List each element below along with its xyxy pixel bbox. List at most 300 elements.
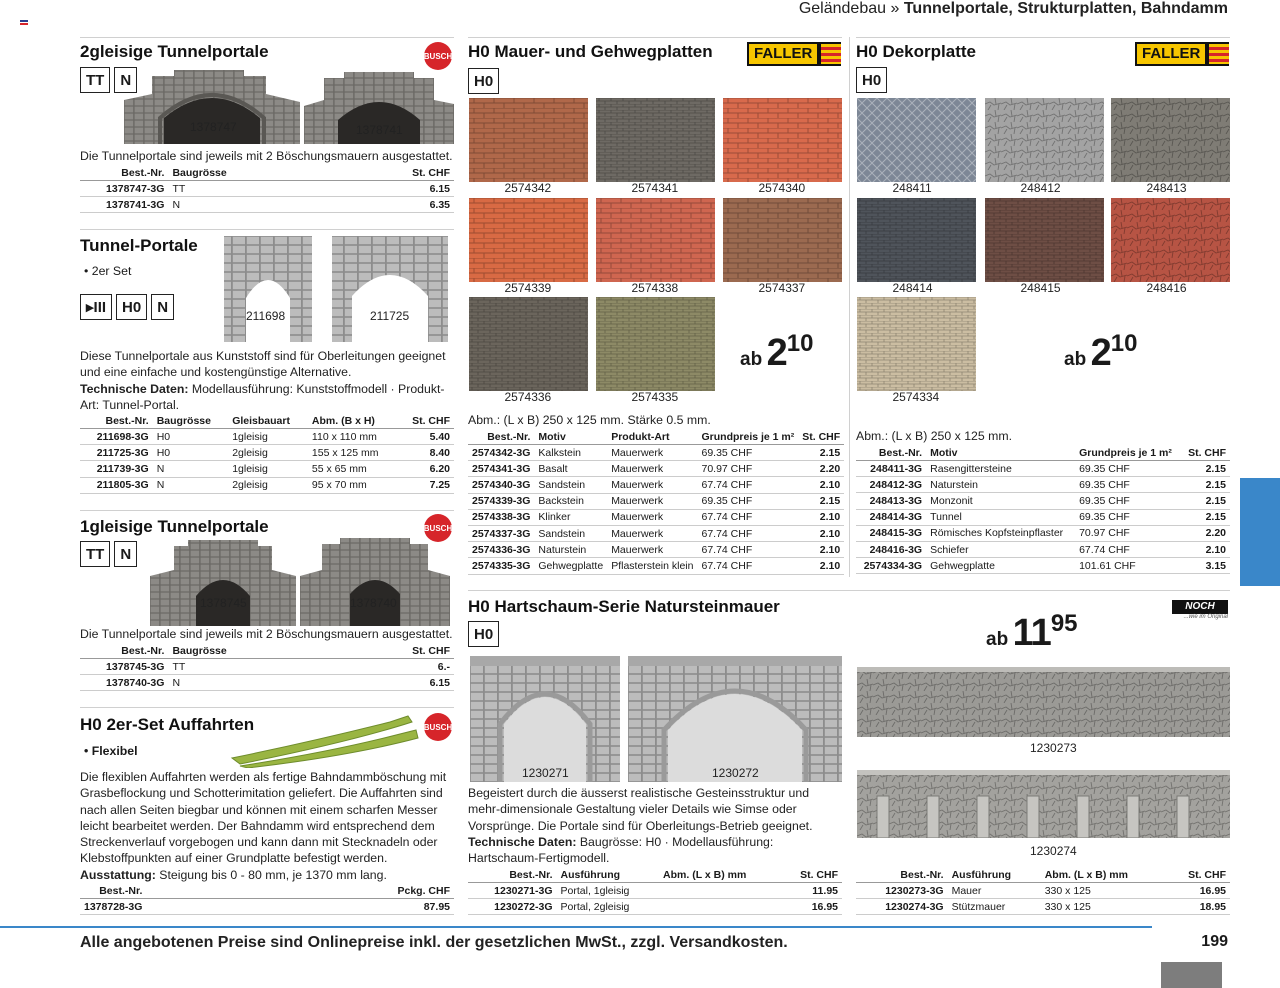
language-flag-icon[interactable] — [20, 20, 28, 27]
table-cell: Pflasterstein klein — [607, 558, 697, 574]
table-row[interactable] — [856, 509, 1230, 525]
table-cell — [659, 899, 781, 915]
noch-logo-text: NOCH — [1172, 600, 1228, 614]
faller-logo-text: FALLER — [1137, 44, 1205, 64]
cell-sku: 1378745-3G — [80, 659, 168, 675]
image-code: 2574338 — [631, 281, 679, 295]
table-cell: Tunnel — [926, 509, 1075, 525]
table-cell: 2.20 — [798, 461, 844, 477]
table-cell: 1230273-3G — [856, 883, 948, 899]
texture-pattern — [469, 98, 588, 182]
image-code: 1230274 — [1030, 844, 1077, 858]
image-code: 2574335 — [631, 390, 679, 404]
busch-logo: BUSCH — [424, 42, 452, 70]
table-row[interactable] — [856, 461, 1230, 477]
noch-logo-sub: ...wie im Original — [1183, 614, 1228, 620]
col-header: St. CHF — [798, 430, 844, 445]
table-cell: Sandstein — [534, 525, 607, 541]
texture-tile-248412[interactable] — [985, 98, 1104, 182]
section-title-dekor: H0 Dekorplatte — [856, 42, 976, 61]
section-description — [80, 769, 454, 883]
cell-scale: N — [168, 197, 392, 213]
tunnel-portal-image-1378745[interactable] — [150, 536, 296, 626]
col-header: Best.-Nr. — [80, 166, 168, 181]
section-title-auffahrten: H0 2er-Set Auffahrten — [80, 715, 255, 734]
scale-badge-tt: TT — [80, 541, 110, 567]
texture-tile-2574335[interactable] — [596, 297, 715, 391]
table-cell: 2gleisig — [228, 445, 308, 461]
texture-tile-248416[interactable] — [1111, 198, 1230, 282]
bullet-item: • 2er Set — [84, 264, 132, 278]
image-code: 1230272 — [712, 766, 759, 780]
price-table-mauer — [468, 430, 844, 575]
image-code: 1230273 — [1030, 741, 1077, 755]
foam-portal-image-1230272[interactable] — [628, 656, 842, 782]
texture-tile-2574334[interactable] — [857, 297, 976, 391]
texture-pattern — [596, 297, 715, 391]
table-cell: 2.20 — [1181, 525, 1230, 541]
price-main: 2 — [766, 332, 787, 374]
table-cell: 2.15 — [1181, 477, 1230, 493]
cell-price: 6.35 — [393, 197, 454, 213]
col-header: Produkt-Art — [607, 430, 697, 445]
chapter-tab[interactable] — [1240, 478, 1280, 586]
scale-badge-h0: H0 — [468, 68, 499, 94]
price-from — [1064, 330, 1137, 375]
table-cell: 67.74 CHF — [697, 558, 798, 574]
table-cell: 110 x 110 mm — [308, 429, 398, 445]
table-row[interactable] — [856, 477, 1230, 493]
tech-label: Technische Daten: — [80, 381, 189, 396]
table-cell: 330 x 125 — [1041, 899, 1167, 915]
tunnel-portal-image-211698[interactable] — [218, 236, 318, 342]
col-header: Abm. (L x B) mm — [659, 868, 781, 883]
scale-badge-n: N — [151, 294, 174, 320]
scale-badge-n: N — [114, 67, 137, 93]
table-row[interactable] — [468, 461, 844, 477]
breadcrumb — [799, 0, 1228, 18]
col-header: St. CHF — [1167, 868, 1230, 883]
table-cell: 2574335-3G — [468, 558, 534, 574]
faller-stripes — [821, 44, 841, 64]
table-cell: 95 x 70 mm — [308, 477, 398, 493]
table-row[interactable] — [80, 675, 454, 691]
table-row[interactable] — [80, 181, 454, 197]
table-cell: Gehwegplatte — [534, 558, 607, 574]
table-cell: 69.35 CHF — [697, 445, 798, 461]
table-cell: 67.74 CHF — [697, 525, 798, 541]
col-header: St. CHF — [398, 414, 454, 429]
page-number: 199 — [1201, 933, 1228, 950]
cell-scale: N — [168, 675, 392, 691]
table-row[interactable] — [80, 429, 454, 445]
table-row[interactable] — [856, 493, 1230, 509]
scale-badges — [80, 541, 137, 567]
equip-label: Ausstattung: — [80, 867, 156, 882]
table-cell: 3.15 — [1181, 558, 1230, 574]
col-header: Pckg. CHF — [146, 884, 454, 899]
table-row[interactable] — [856, 541, 1230, 557]
image-code: 1378747 — [190, 120, 237, 134]
col-header: Abm. (L x B) mm — [1041, 868, 1167, 883]
table-cell: 155 x 125 mm — [308, 445, 398, 461]
table-cell: 67.74 CHF — [697, 477, 798, 493]
table-cell: 2574340-3G — [468, 477, 534, 493]
col-header: Gleisbauart — [228, 414, 308, 429]
texture-pattern — [1111, 198, 1230, 282]
scale-badge-h0: H0 — [856, 67, 887, 93]
price-cents: 10 — [1110, 330, 1138, 357]
col-header: Best.-Nr. — [80, 414, 153, 429]
faller-logo — [1135, 42, 1229, 66]
table-cell: 2.10 — [798, 558, 844, 574]
scale-badge-tt: TT — [80, 67, 110, 93]
table-cell: Römisches Kopfsteinpflaster — [926, 525, 1075, 541]
table-cell: 2574341-3G — [468, 461, 534, 477]
table-cell: Gehwegplatte — [926, 558, 1075, 574]
table-cell: 2.10 — [798, 477, 844, 493]
tunnel-portal-image-1378740[interactable] — [300, 536, 450, 626]
col-header: Baugrösse — [153, 414, 229, 429]
foam-wall-image-1230273[interactable] — [857, 667, 1230, 737]
image-code: 2574339 — [504, 281, 552, 295]
texture-tile-248414[interactable] — [857, 198, 976, 282]
table-cell: Mauerwerk — [607, 509, 697, 525]
image-code: 211725 — [370, 309, 410, 323]
texture-tile-2574342[interactable] — [469, 98, 588, 182]
image-code: 248412 — [1020, 181, 1061, 195]
table-row[interactable] — [856, 558, 1230, 574]
table-cell: Rasengittersteine — [926, 461, 1075, 477]
price-cents: 95 — [1050, 610, 1078, 637]
table-cell: 2574337-3G — [468, 525, 534, 541]
section-title-tunnel-portale: Tunnel-Portale — [80, 236, 198, 255]
section-title-mauer: H0 Mauer- und Gehwegplatten — [468, 42, 713, 61]
table-cell: 248414-3G — [856, 509, 926, 525]
price-main: 2 — [1090, 332, 1111, 374]
image-code: 1230271 — [522, 766, 569, 780]
image-code: 1378740 — [350, 596, 397, 610]
table-row[interactable] — [80, 197, 454, 213]
table-cell: 2.15 — [798, 493, 844, 509]
scale-badges — [856, 67, 887, 93]
table-cell: H0 — [153, 445, 229, 461]
price-prefix: ab — [986, 629, 1009, 650]
table-cell: Mauerwerk — [607, 542, 697, 558]
table-row[interactable] — [80, 899, 454, 915]
table-cell: 67.74 CHF — [697, 542, 798, 558]
divider — [80, 510, 454, 511]
table-cell: Klinker — [534, 509, 607, 525]
col-header: Abm. (B x H) — [308, 414, 398, 429]
col-header: Ausführung — [557, 868, 660, 883]
table-cell: N — [153, 477, 229, 493]
scale-badge-h0: H0 — [468, 621, 499, 647]
table-cell: 2.10 — [1181, 541, 1230, 557]
section-title-1gleisig: 1gleisige Tunnelportale — [80, 517, 269, 536]
table-cell: 70.97 CHF — [697, 461, 798, 477]
price-table-1gleisig — [80, 644, 454, 691]
table-row[interactable] — [468, 883, 842, 899]
cell-sku: 1378747-3G — [80, 181, 168, 197]
table-cell: 211725-3G — [80, 445, 153, 461]
table-cell: 2.15 — [1181, 509, 1230, 525]
table-cell: Naturstein — [534, 542, 607, 558]
texture-tile-2574337[interactable] — [723, 198, 842, 282]
table-cell: 2574334-3G — [856, 558, 926, 574]
column-divider — [849, 37, 850, 577]
bullet-text: 2er Set — [91, 264, 132, 278]
table-cell: 2.15 — [1181, 493, 1230, 509]
texture-tile-2574339[interactable] — [469, 198, 588, 282]
breadcrumb-section[interactable]: Geländebau — [798, 0, 887, 17]
table-cell: Mauerwerk — [607, 493, 697, 509]
divider — [80, 707, 454, 708]
col-header: Best.-Nr. — [468, 868, 557, 883]
col-header: Ausführung — [948, 868, 1041, 883]
faller-logo-text: FALLER — [749, 44, 817, 64]
texture-pattern — [469, 198, 588, 282]
col-header: Motiv — [926, 446, 1075, 461]
tunnel-portal-image-211725[interactable] — [330, 236, 450, 342]
faller-stripes — [1209, 44, 1229, 64]
dimensions-text: Abm.: (L x B) 250 x 125 mm. Stärke 0.5 mm. — [468, 413, 711, 427]
table-cell: 6.20 — [398, 461, 454, 477]
table-cell: 248413-3G — [856, 493, 926, 509]
section-description: Die Tunnelportale sind jeweils mit 2 Böschungsmauern ausgestattet. — [80, 627, 453, 641]
ramp-image[interactable] — [230, 712, 420, 768]
table-cell: 248411-3G — [856, 461, 926, 477]
table-cell: 8.40 — [398, 445, 454, 461]
table-cell: Naturstein — [926, 477, 1075, 493]
image-code: 248416 — [1146, 281, 1187, 295]
table-cell: 2.10 — [798, 509, 844, 525]
image-code: 1378745 — [200, 596, 247, 610]
table-row[interactable] — [80, 445, 454, 461]
table-row[interactable] — [856, 883, 1230, 899]
table-cell: 211805-3G — [80, 477, 153, 493]
table-cell: 2gleisig — [228, 477, 308, 493]
col-header: Best.-Nr. — [468, 430, 534, 445]
texture-pattern — [596, 198, 715, 282]
tech-label: Technische Daten: — [468, 834, 577, 849]
table-cell: 16.95 — [1167, 883, 1230, 899]
texture-pattern — [596, 98, 715, 182]
table-cell: Portal, 1gleisig — [557, 883, 660, 899]
table-cell: 16.95 — [781, 899, 842, 915]
table-cell: 1230271-3G — [468, 883, 557, 899]
table-cell: N — [153, 461, 229, 477]
table-cell: 5.40 — [398, 429, 454, 445]
cell-sku: 1378728-3G — [80, 899, 146, 915]
table-cell: Mauerwerk — [607, 477, 697, 493]
texture-pattern — [469, 297, 588, 391]
table-cell: 67.74 CHF — [1075, 541, 1181, 557]
image-code: 2574336 — [504, 390, 552, 404]
image-code: 248411 — [892, 181, 932, 195]
image-code: 248414 — [892, 281, 933, 295]
table-cell: 69.35 CHF — [1075, 493, 1181, 509]
image-code: 2574340 — [758, 181, 806, 195]
table-cell: 70.97 CHF — [1075, 525, 1181, 541]
texture-tile-248411[interactable] — [857, 98, 976, 182]
divider — [80, 229, 454, 230]
texture-pattern — [723, 98, 842, 182]
col-header: St. CHF — [393, 166, 454, 181]
texture-pattern — [857, 297, 976, 391]
scale-badges — [80, 294, 174, 320]
noch-logo — [1172, 600, 1228, 620]
table-cell: Mauerwerk — [607, 461, 697, 477]
cell-scale: TT — [168, 181, 392, 197]
table-cell: 1230272-3G — [468, 899, 557, 915]
col-header: St. CHF — [781, 868, 842, 883]
table-cell: 67.74 CHF — [697, 509, 798, 525]
table-cell: 248416-3G — [856, 541, 926, 557]
table-row[interactable] — [468, 445, 844, 461]
scale-badge-iii: ▸III — [80, 294, 112, 320]
table-row[interactable] — [468, 558, 844, 574]
foam-portal-image-1230271[interactable] — [470, 656, 620, 782]
table-cell: Monzonit — [926, 493, 1075, 509]
busch-logo: BUSCH — [424, 514, 452, 542]
table-cell: 2574336-3G — [468, 542, 534, 558]
table-cell — [659, 883, 781, 899]
table-cell: 1gleisig — [228, 429, 308, 445]
table-cell: Mauerwerk — [607, 525, 697, 541]
texture-pattern — [857, 198, 976, 282]
tech-text: Baugrösse: H0 · Modellausführung: Hartschaum-Fertigmodell. — [468, 834, 774, 866]
col-header: Baugrösse — [168, 644, 392, 659]
table-row[interactable] — [80, 477, 454, 493]
cell-price: 6.15 — [393, 675, 454, 691]
table-cell: 2.10 — [798, 542, 844, 558]
col-header: Grundpreis je 1 m² — [1075, 446, 1181, 461]
price-table-2gleisig — [80, 166, 454, 213]
table-cell: Kalkstein — [534, 445, 607, 461]
section-title-2gleisig: 2gleisige Tunnelportale — [80, 42, 269, 61]
col-header: St. CHF — [1181, 446, 1230, 461]
cell-sku: 1378741-3G — [80, 197, 168, 213]
texture-pattern — [985, 98, 1104, 182]
price-from — [740, 330, 813, 375]
col-header: Best.-Nr. — [80, 884, 146, 899]
scale-badge-n: N — [114, 541, 137, 567]
table-cell: 248415-3G — [856, 525, 926, 541]
image-code: 211698 — [246, 309, 286, 323]
table-cell: 211739-3G — [80, 461, 153, 477]
table-cell: 2574339-3G — [468, 493, 534, 509]
col-header: St. CHF — [393, 644, 454, 659]
section-description — [468, 785, 842, 866]
price-table-tunnel-portale — [80, 414, 454, 494]
table-row[interactable] — [80, 659, 454, 675]
divider — [468, 590, 1230, 591]
cell-sku: 1378740-3G — [80, 675, 168, 691]
cell-price: 6.- — [393, 659, 454, 675]
table-cell: Stützmauer — [948, 899, 1041, 915]
price-from — [986, 610, 1078, 655]
price-prefix: ab — [740, 349, 763, 370]
table-cell: 69.35 CHF — [697, 493, 798, 509]
table-row[interactable] — [80, 461, 454, 477]
table-cell: 101.61 CHF — [1075, 558, 1181, 574]
image-code: 2574341 — [631, 181, 679, 195]
table-cell: 1230274-3G — [856, 899, 948, 915]
table-cell: 2574338-3G — [468, 509, 534, 525]
divider — [468, 37, 842, 38]
texture-tile-248415[interactable] — [985, 198, 1104, 282]
breadcrumb-current: Tunnelportale, Strukturplatten, Bahndamm — [903, 0, 1228, 17]
table-cell: 2.10 — [798, 525, 844, 541]
price-table-auffahrten — [80, 884, 454, 915]
divider — [856, 37, 1230, 38]
table-cell: 1gleisig — [228, 461, 308, 477]
table-row[interactable] — [468, 899, 842, 915]
description-text: Diese Tunnelportale aus Kunststoff sind für Oberleitungen geeignet und eine einfache und kostengünstige Alternative. — [80, 349, 446, 380]
texture-tile-2574338[interactable] — [596, 198, 715, 282]
table-row[interactable] — [856, 899, 1230, 915]
table-cell: Basalt — [534, 461, 607, 477]
table-cell: Schiefer — [926, 541, 1075, 557]
table-row[interactable] — [468, 509, 844, 525]
texture-tile-248413[interactable] — [1111, 98, 1230, 182]
table-row[interactable] — [856, 525, 1230, 541]
table-row[interactable] — [468, 493, 844, 509]
section-description — [80, 348, 454, 413]
image-code: 248413 — [1146, 181, 1187, 195]
table-cell: 7.25 — [398, 477, 454, 493]
breadcrumb-separator: » — [890, 0, 900, 17]
price-prefix: ab — [1064, 349, 1087, 370]
image-code: 2574337 — [758, 281, 806, 295]
texture-tile-2574341[interactable] — [596, 98, 715, 182]
footer-note: Alle angebotenen Preise sind Onlinepreise inkl. der gesetzlichen MwSt., zzgl. Versandkosten. — [80, 934, 788, 951]
table-cell: 2574342-3G — [468, 445, 534, 461]
bullet-item: • Flexibel — [84, 744, 138, 758]
foam-wall-image-1230274[interactable] — [857, 770, 1230, 838]
page-tab[interactable] — [1161, 962, 1222, 988]
table-cell: 69.35 CHF — [1075, 477, 1181, 493]
table-row[interactable] — [468, 542, 844, 558]
texture-pattern — [1111, 98, 1230, 182]
table-cell: 18.95 — [1167, 899, 1230, 915]
scale-badges — [468, 621, 499, 647]
table-cell: 55 x 65 mm — [308, 461, 398, 477]
col-header: Baugrösse — [168, 166, 392, 181]
cell-price: 6.15 — [393, 181, 454, 197]
equip-text: Steigung bis 0 - 80 mm, je 1370 mm lang. — [159, 867, 387, 882]
image-code: 248415 — [1020, 281, 1061, 295]
col-header: Best.-Nr. — [80, 644, 168, 659]
table-row[interactable] — [468, 477, 844, 493]
table-cell: 330 x 125 — [1041, 883, 1167, 899]
table-cell: 69.35 CHF — [1075, 509, 1181, 525]
image-code: 1378741 — [356, 123, 403, 137]
bullet-text: Flexibel — [91, 744, 138, 758]
table-cell: 211698-3G — [80, 429, 153, 445]
texture-tile-2574336[interactable] — [469, 297, 588, 391]
price-table-hartschaum-portal — [468, 868, 842, 915]
table-cell: Mauerwerk — [607, 445, 697, 461]
texture-tile-2574340[interactable] — [723, 98, 842, 182]
texture-pattern — [985, 198, 1104, 282]
cell-price: 87.95 — [146, 899, 454, 915]
section-description: Die Tunnelportale sind jeweils mit 2 Böschungsmauern ausgestattet. — [80, 149, 453, 163]
scale-badges — [468, 68, 499, 94]
cell-scale: TT — [168, 659, 392, 675]
table-row[interactable] — [468, 525, 844, 541]
